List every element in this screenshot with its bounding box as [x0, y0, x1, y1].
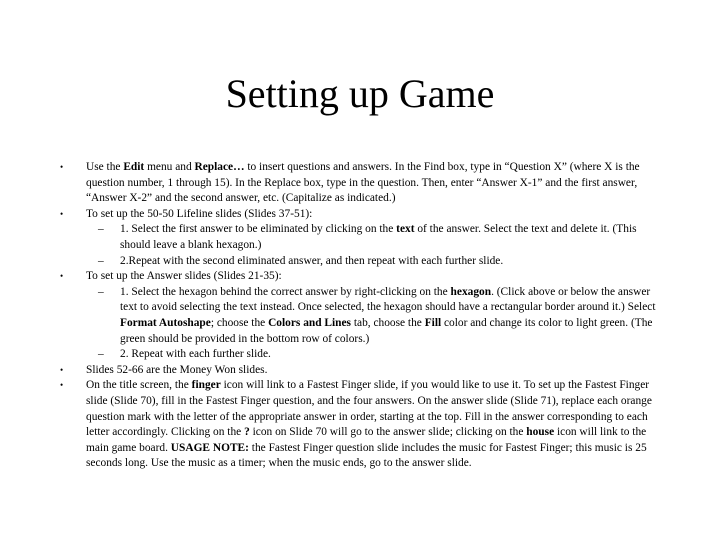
sub-text: color and change its color to light green. (The green should be provided in the bottom row of colors.): [120, 316, 653, 345]
bullet-text: To set up the Answer slides (Slides 21-35):: [86, 270, 282, 283]
sub-text: of the answer. Select the text and delete it. (This should leave a blank hexagon.): [120, 223, 637, 251]
sub-text: 2.Repeat with the second eliminated answer, and then repeat with each further slide.: [120, 254, 504, 267]
hexagon-term: hexagon: [450, 285, 492, 298]
text-term: text: [396, 223, 415, 236]
dash-marker: –: [98, 254, 104, 267]
dash-marker: –: [98, 348, 104, 361]
finger-term: finger: [191, 379, 221, 392]
sub-text: . (Click above or below the answer text to avoid selecting the text instead. Once selected, the hexagon should have a rectangular border around it.) Select: [120, 285, 656, 314]
bullet-item-answer-slides: [58, 269, 664, 285]
bullet-marker: •: [60, 208, 64, 219]
bullet-item-edit-replace: [58, 160, 664, 207]
sub-item-answer-step-1: [58, 285, 664, 347]
sub-text: 2. Repeat with each further slide.: [120, 348, 271, 361]
sub-item-lifeline-step-1: [58, 222, 664, 253]
usage-note-term: USAGE NOTE:: [170, 441, 249, 454]
bullet-item-lifeline: [58, 207, 664, 223]
bullet-marker: •: [60, 162, 64, 172]
sub-item-answer-step-2: [58, 347, 664, 363]
sub-text: 1. Select the first answer to be eliminated by clicking on the: [120, 223, 397, 236]
bullet-text: menu and: [144, 161, 195, 173]
bullet-item-money-won: [58, 363, 664, 379]
colors-and-lines-term: Colors and Lines: [268, 316, 351, 329]
bullet-marker: •: [60, 364, 64, 375]
sub-item-lifeline-step-2: [58, 254, 664, 270]
sub-text: 1. Select the hexagon behind the correct answer by right-clicking on the: [120, 285, 451, 298]
bullet-text: On the title screen, the: [86, 379, 192, 392]
dash-marker: –: [98, 223, 104, 236]
bullet-marker: •: [60, 380, 64, 391]
bullet-text: icon will link to the main game board.: [86, 426, 647, 454]
bullet-text: To set up the 50-50 Lifeline slides (Slides 37-51):: [86, 207, 313, 220]
bullet-list: [58, 160, 664, 472]
bullet-item-fastest-finger: [58, 378, 664, 472]
bullet-marker: •: [60, 271, 64, 282]
question-mark-term: ?: [244, 426, 250, 439]
house-term: house: [526, 426, 555, 439]
sub-text: ; choose the: [210, 316, 269, 329]
bullet-text: Use the: [86, 161, 124, 173]
format-autoshape-term: Format Autoshape: [120, 316, 211, 329]
bullet-text: icon will link to a Fastest Finger slide, if you would like to use it. To set up the Fastest Finger slide (Slide 70), fill in the Fastest Finger question, and the four answers. On the answer slide (Slide 71), replace each orange question mark with the letter of the appropriate answer in order, starting at the top. Fill in the answer corresponding to each letter accordingly. Clicking on the: [86, 379, 652, 439]
bullet-text: Slides 52-66 are the Money Won slides.: [86, 363, 268, 376]
slide-title: Setting up Game: [225, 71, 495, 116]
fill-term: Fill: [424, 316, 442, 329]
sub-text: tab, choose the: [351, 316, 425, 329]
bullet-text: icon on Slide 70 will go to the answer slide; clicking on the: [249, 426, 527, 439]
bullet-text: to insert questions and answers. In the Find box, type in “Question X” (where X is the question number, 1 through 15). In the Replace box, type in the question. Then, enter “Answer X-1” and the first answer, “Answer X-2” and the second answer, etc. (Capitalize as indicated.): [86, 161, 640, 205]
replace-term: Replace…: [194, 161, 245, 173]
dash-marker: –: [98, 285, 104, 298]
edit-menu-term: Edit: [123, 161, 145, 173]
bullet-text: the Fastest Finger question slide includes the music for Fastest Finger; this music is 25 seconds long. Use the music as a timer; when the music ends, go to the answer slide.: [86, 441, 647, 470]
